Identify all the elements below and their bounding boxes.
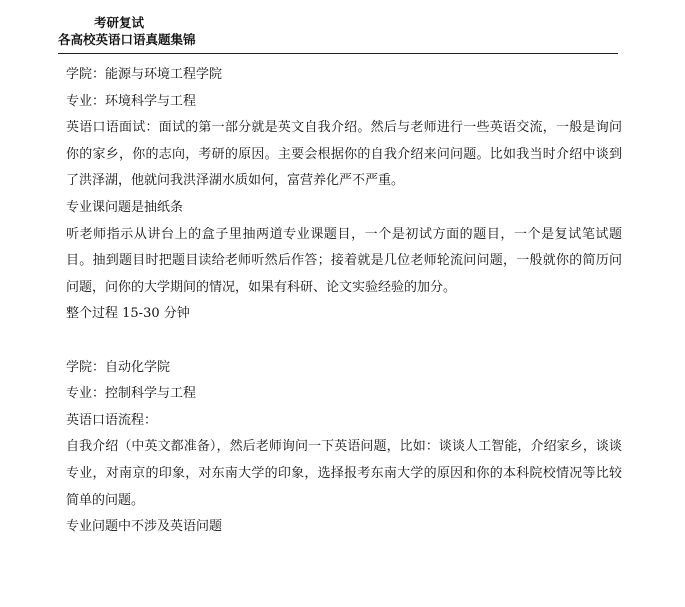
header-title: 考研复试 [94, 15, 145, 30]
document-body [66, 62, 622, 541]
major-label: 专业：环境科学与工程 [66, 93, 197, 109]
duration-text: 整个过程 15-30 分钟 [66, 306, 190, 322]
oral-exam-paragraph: 英语口语面试：面试的第一部分就是英文自我介绍。然后与老师进行一些英语交流，一般是询问你的家乡，你的志向，考研的原因。主要会根据你的自我介绍来问问题。比如我当时介绍中谈到了洪泽湖，他就问我洪泽湖水质如何，富营养化严不严重。 [66, 120, 622, 189]
subject-question-heading: 专业课问题是抽纸条 [66, 199, 184, 215]
section-spacer [66, 328, 622, 355]
subject-question-paragraph: 听老师指示从讲台上的盒子里抽两道专业课题目，一个是初试方面的题目，一个是复试笔试题目。抽到题目时把题目读给老师听然后作答；接着就是几位老师轮流问问题，一般就你的简历问问题，问你的大学期间的情况，如果有科研、论文实验经验的加分。 [66, 226, 622, 295]
oral-process-paragraph: 自我介绍（中英文都准备），然后老师询问一下英语问题，比如：谈谈人工智能，介绍家乡，谈谈专业，对南京的印象，对东南大学的印象，选择报考东南大学的原因和你的本科院校情况等比较简单的问题。 [66, 439, 622, 508]
oral-process-heading: 英语口语流程： [66, 412, 158, 428]
header-subtitle: 各高校英语口语真题集锦 [58, 32, 196, 47]
header-divider [58, 53, 618, 54]
school-label: 学院：能源与环境工程学院 [66, 67, 223, 82]
school-label: 学院：自动化学院 [66, 359, 171, 375]
page-header [58, 14, 618, 48]
major-label: 专业：控制科学与工程 [66, 386, 197, 402]
subject-note: 专业问题中不涉及英语问题 [66, 519, 223, 535]
